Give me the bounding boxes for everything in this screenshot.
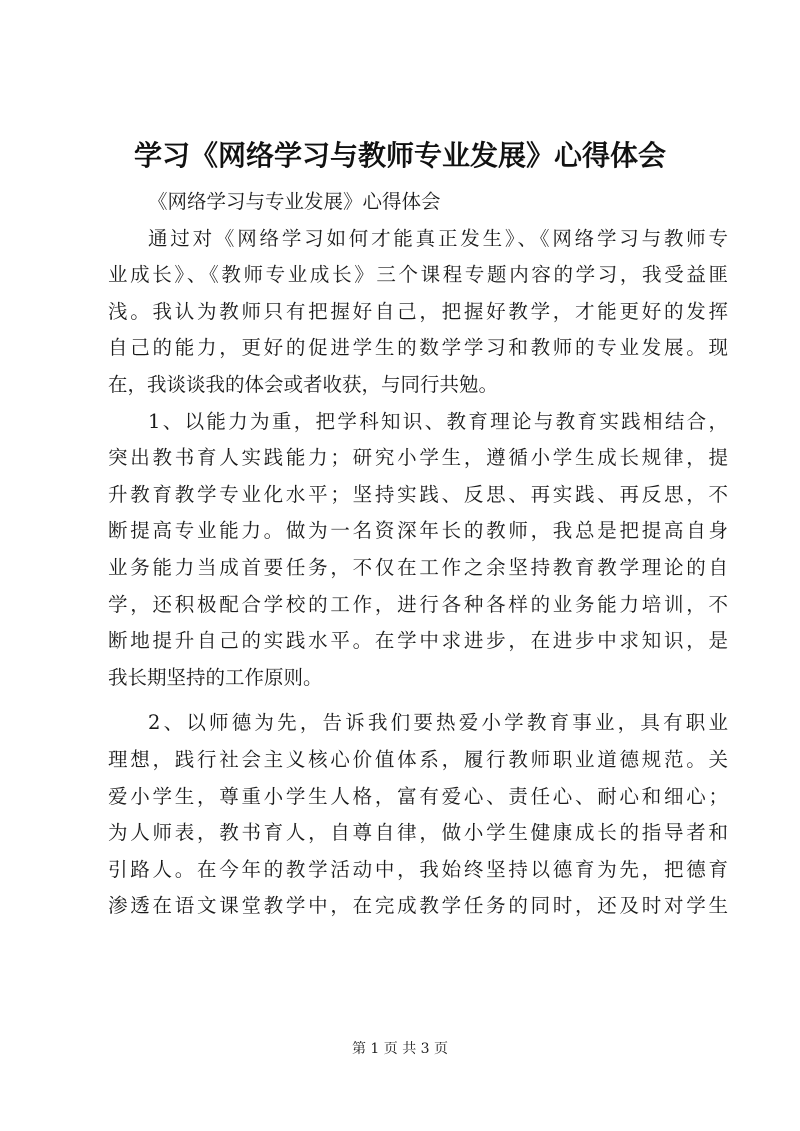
paragraph-line: 在，我谈谈我的体会或者收获，与同行共勉。 (108, 372, 499, 396)
document-body (108, 184, 728, 925)
paragraph-line: 爱小学生，尊重小学生人格，富有爱心、责任心、耐心和细心； (108, 784, 728, 808)
page-footer: 第 1 页 共 3 页 (351, 1041, 449, 1057)
paragraph-line: 业务能力当成首要任务，不仅在工作之余坚持教育教学理论的自 (108, 555, 728, 579)
paragraph-line: 理想，践行社会主义核心价值体系，履行教师职业道德规范。关 (108, 747, 728, 771)
paragraph-line: 浅。我认为教师只有把握好自己，把握好教学，才能更好的发挥 (108, 299, 728, 323)
paragraph-1 (108, 221, 728, 404)
paragraph-2 (108, 404, 728, 697)
paragraph-line: 1、以能力为重，把学科知识、教育理论与教育实践相结合， (148, 409, 728, 433)
paragraph-line: 通过对《网络学习如何才能真正发生》、《网络学习与教师专 (148, 226, 728, 250)
paragraph-line: 渗透在语文课堂教学中，在完成教学任务的同时，还及时对学生 (108, 894, 728, 918)
paragraph-line: 业成长》、《教师专业成长》三个课程专题内容的学习，我受益匪 (108, 263, 728, 287)
paragraph-3 (108, 705, 728, 925)
paragraph-line: 为人师表，教书育人，自尊自律，做小学生健康成长的指导者和 (108, 821, 728, 845)
paragraph-line: 断提高专业能力。做为一名资深年长的教师，我总是把提高自身 (108, 519, 728, 543)
paragraph-line: 学，还积极配合学校的工作，进行各种各样的业务能力培训，不 (108, 592, 728, 616)
paragraph-line: 断地提升自己的实践水平。在学中求进步，在进步中求知识，是 (108, 629, 728, 653)
subtitle: 《网络学习与专业发展》心得体会 (148, 190, 441, 213)
paragraph-line: 自己的能力，更好的促进学生的数学学习和教师的专业发展。现 (108, 336, 728, 360)
paragraph-line: 2、以师德为先，告诉我们要热爱小学教育事业，具有职业 (148, 711, 728, 735)
paragraph-line: 我长期坚持的工作原则。 (108, 665, 323, 689)
document-title: 学习《网络学习与教师专业发展》心得体会 (133, 139, 666, 172)
paragraph-line: 突出教书育人实践能力；研究小学生，遵循小学生成长规律，提 (108, 446, 728, 470)
paragraph-line: 引路人。在今年的教学活动中，我始终坚持以德育为先，把德育 (108, 857, 728, 881)
paragraph-line: 升教育教学专业化水平；坚持实践、反思、再实践、再反思，不 (108, 482, 728, 506)
